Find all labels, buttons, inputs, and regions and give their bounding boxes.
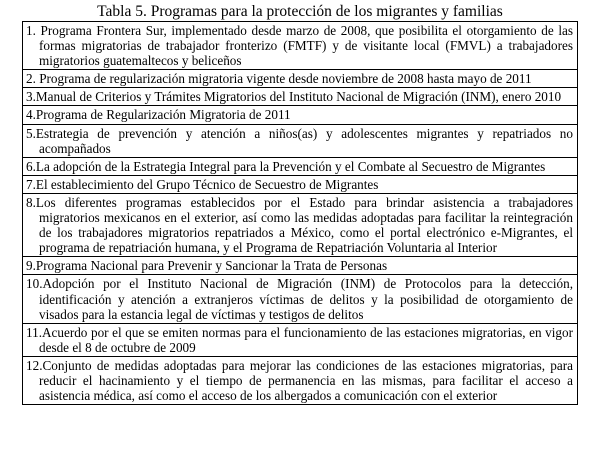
table-row <box>23 70 578 88</box>
table-cell <box>23 22 578 70</box>
table-caption: Tabla 5. Programas para la protección de los migrantes y familias <box>97 3 503 20</box>
table-row <box>23 323 578 356</box>
program-item-1: 1. Programa Frontera Sur, implementado desde marzo de 2008, que posibilita el otorgamiento de las formas migratorias de trabajador fronterizo (FMTF) y de visitante local (FMVL) a trabajadores migratorios guatemaltecos y beliceños <box>26 23 573 69</box>
table-row <box>23 106 578 124</box>
program-item-12: 12.Conjunto de medidas adoptadas para mejorar las condiciones de las estaciones migratorias, para reducir el hacinamiento y el tiempo de permanencia en las mismas, para facilitar el acceso a asistencia médica, así como el acceso de los albergados a comunicación con el exterior <box>26 357 573 404</box>
programs-table <box>22 21 578 405</box>
table-row <box>23 356 578 404</box>
table-row <box>23 257 578 275</box>
program-item-11: 11.Acuerdo por el que se emiten normas para el funcionamiento de las estaciones migratorias, en vigor desde el 8 de octubre de 2009 <box>26 324 573 355</box>
table-cell <box>23 157 578 175</box>
table-cell <box>23 175 578 193</box>
table-row <box>23 193 578 256</box>
table-row <box>23 22 578 70</box>
table-cell <box>23 257 578 275</box>
table-cell <box>23 193 578 256</box>
table-cell <box>23 323 578 356</box>
program-item-3: 3.Manual de Criterios y Trámites Migratorios del Instituto Nacional de Migración (INM), enero 2010 <box>26 89 562 105</box>
program-item-5: 5.Estrategia de prevención y atención a niños(as) y adolescentes migrantes y repatriados no acompañados <box>26 125 573 156</box>
program-item-8: 8.Los diferentes programas establecidos por el Estado para brindar asistencia a trabajadores migratorios mexicanos en el exterior, así como las medidas adoptadas para facilitar la reintegración de los trabajadores migratorios repatriados a México, como el portal electrónico e-Migrantes, el programa de repatriación humana, y el Programa de Repatriación Voluntaria al Interior <box>26 194 573 256</box>
table-row <box>23 175 578 193</box>
program-item-6: 6.La adopción de la Estrategia Integral para la Prevención y el Combate al Secuestro de Migrantes <box>26 158 546 174</box>
table-row <box>23 124 578 157</box>
program-item-10: 10.Adopción por el Instituto Nacional de Migración (INM) de Protocolos para la detección, identificación y atención a extranjeros víctimas de delitos y la posibilidad de otorgamiento de visados para la estancia legal de víctimas y testigos de delitos <box>26 276 573 322</box>
program-item-9: 9.Programa Nacional para Prevenir y Sancionar la Trata de Personas <box>26 258 388 274</box>
program-item-4: 4.Programa de Regularización Migratoria de 2011 <box>26 107 291 123</box>
table-row <box>23 88 578 106</box>
table-cell <box>23 106 578 124</box>
table-cell <box>23 275 578 323</box>
document <box>22 3 578 405</box>
table-cell <box>23 356 578 404</box>
table-row <box>23 157 578 175</box>
table-cell <box>23 124 578 157</box>
program-item-2: 2. Programa de regularización migratoria vigente desde noviembre de 2008 hasta mayo de 2011 <box>26 71 532 87</box>
table-cell <box>23 88 578 106</box>
program-item-7: 7.El establecimiento del Grupo Técnico de Secuestro de Migrantes <box>26 176 379 192</box>
table-cell <box>23 70 578 88</box>
table-row <box>23 275 578 323</box>
